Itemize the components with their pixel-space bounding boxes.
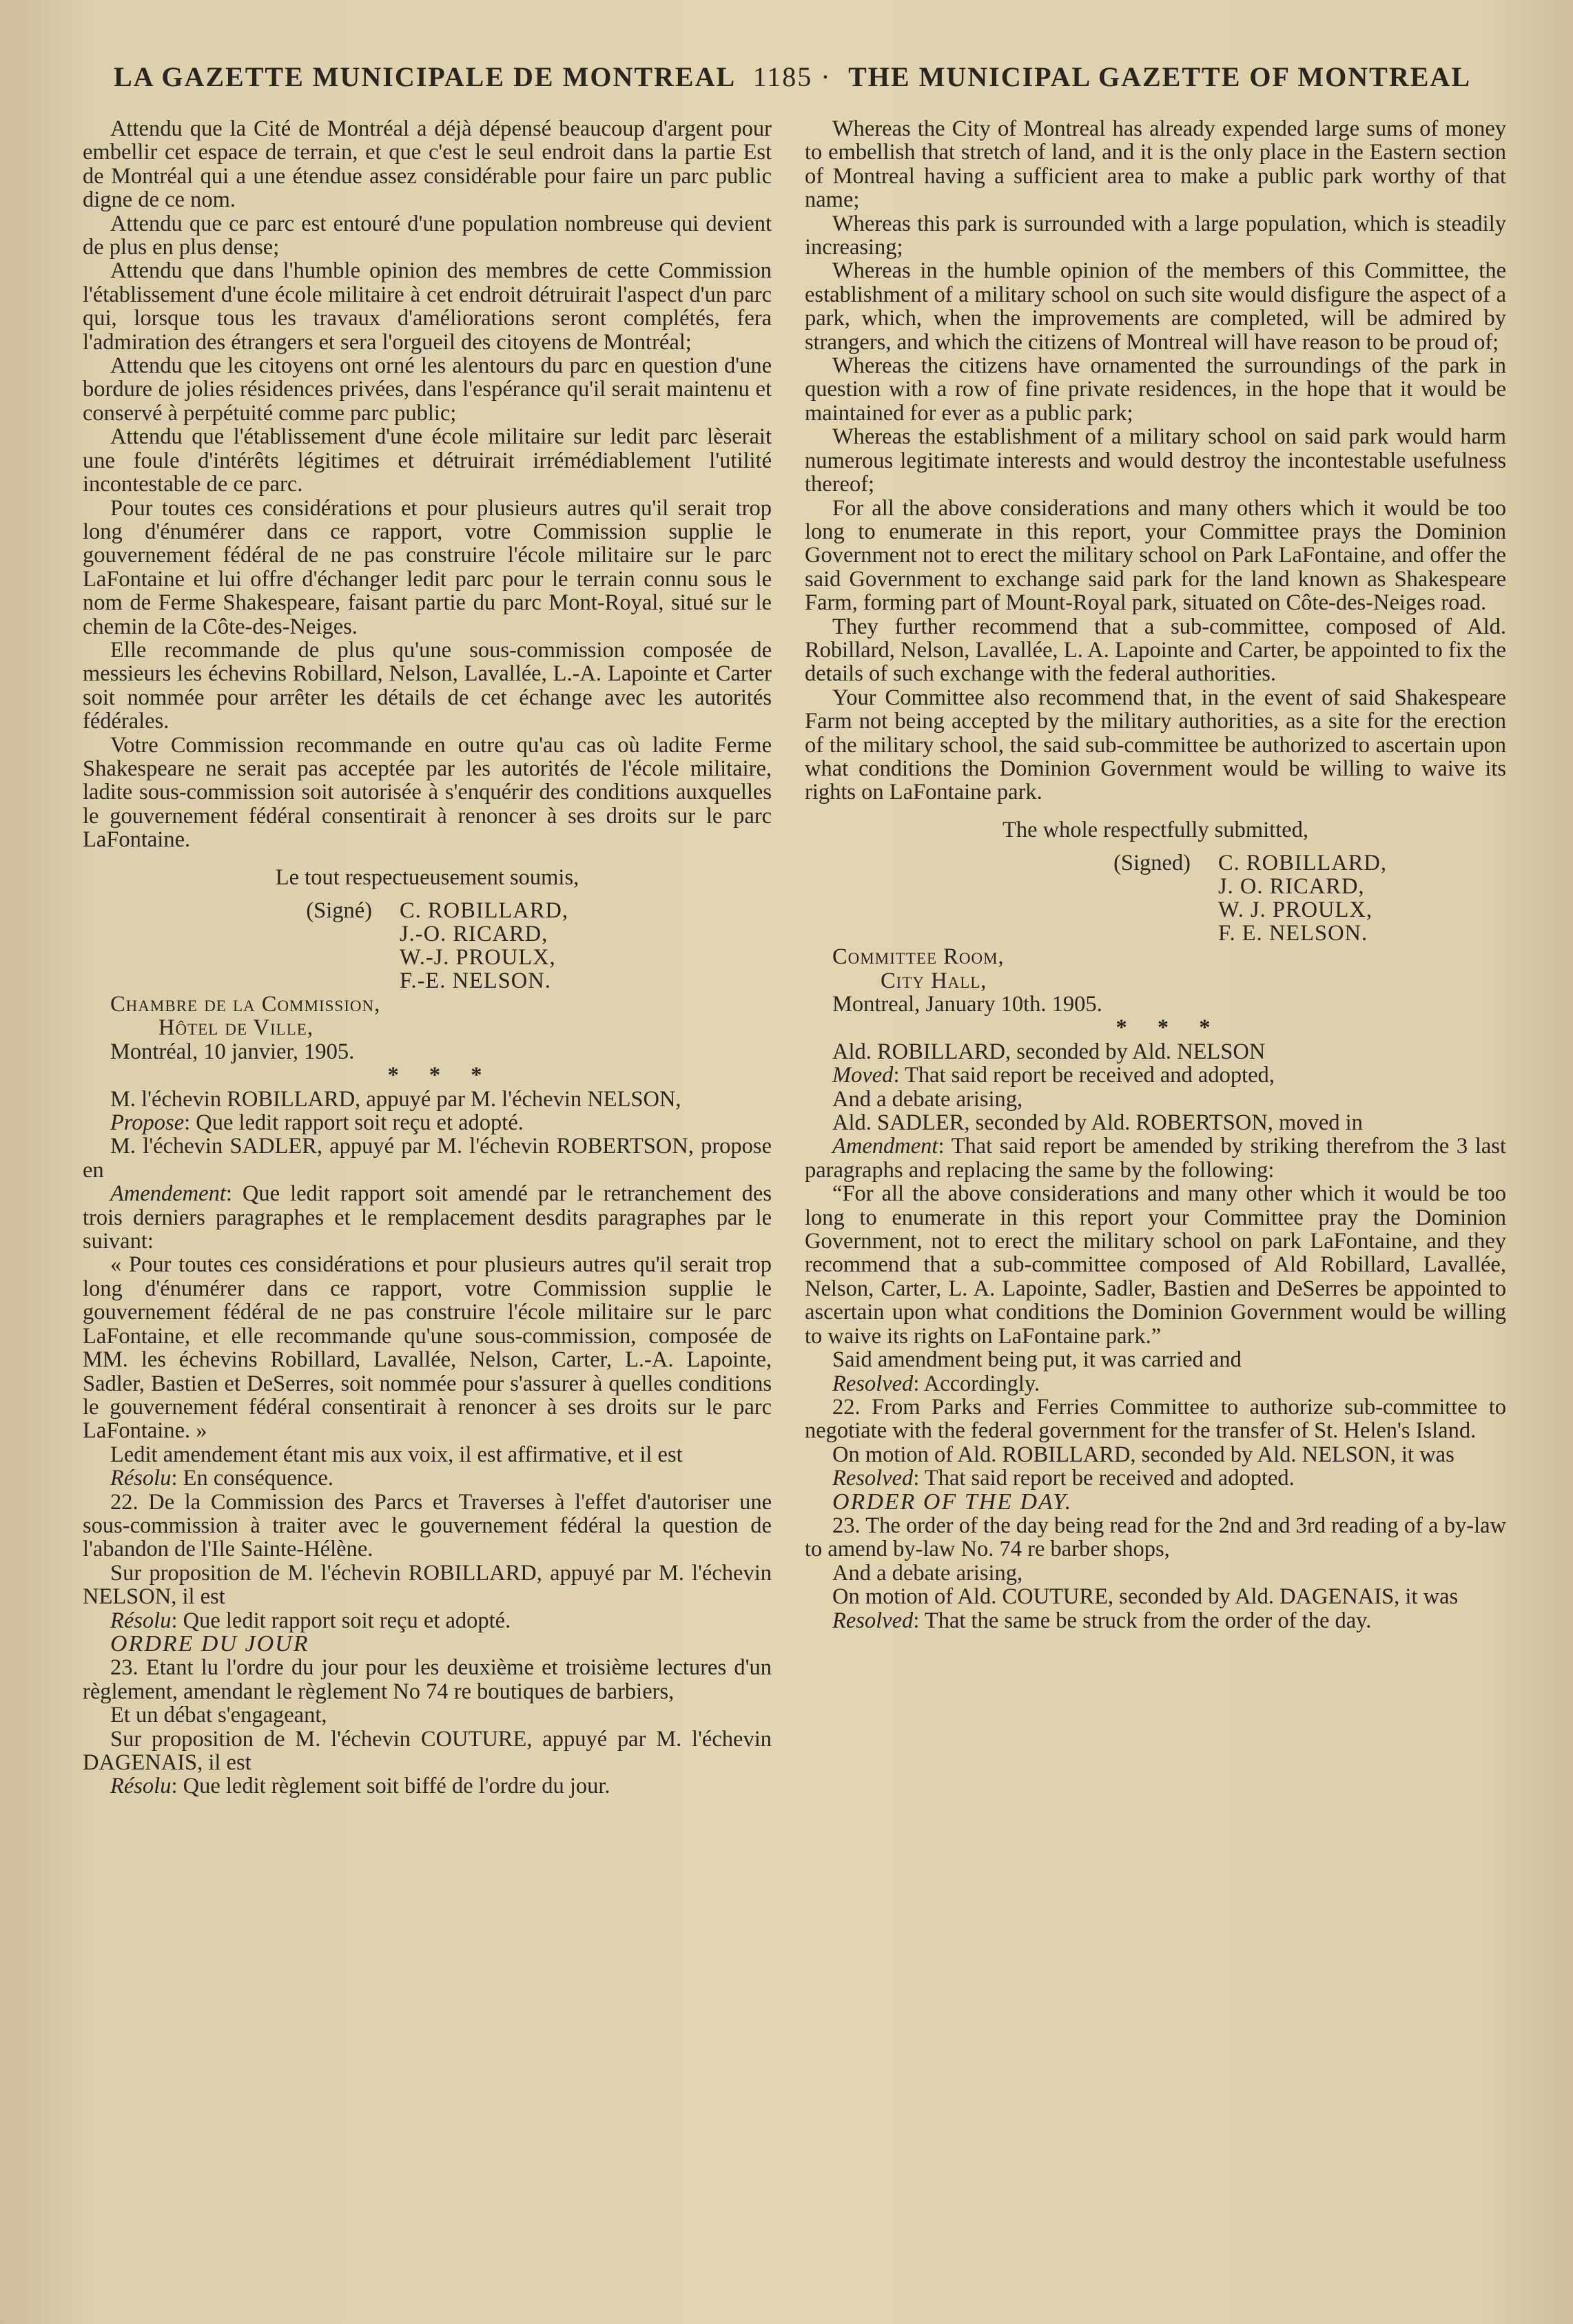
paragraph: Attendu que ce parc est entouré d'une population nombreuse qui devient de plus en plus dense; [83,211,772,260]
paragraph: Amendment: That said report be amended by striking therefrom the 3 last paragraphs and replacing the same by the following: [805,1134,1506,1183]
paragraph: Resolved: That the same be struck from the order of the day. [832,1608,1372,1633]
header-english-title: THE MUNICIPAL GAZETTE OF MONTREAL [848,61,1471,92]
motion-label: Résolu [110,1466,172,1491]
place-line: Chambre de la Commission, [110,992,381,1017]
motion-label: Resolved [832,1466,914,1491]
date-line: Montreal, January 10th. 1905. [832,992,1102,1017]
paragraph: Et un débat s'engageant, [110,1703,327,1728]
paragraph: Attendu que l'établissement d'une école militaire sur ledit parc lèserait une foule d'intérêts légitimes et détruirait irrémédiablement l'utilité incontestable de ce parc. [83,424,772,497]
section-heading: ORDER OF THE DAY. [832,1488,1073,1515]
header-french-title: LA GAZETTE MUNICIPALE DE MONTREAL [114,61,737,92]
signer: C. ROBILLARD, [400,898,569,923]
paragraph: Résolu: Que ledit rapport soit reçu et adopté. [110,1608,511,1633]
signed-label: (Signed) [1113,851,1191,876]
paragraph: Moved: That said report be received and adopted, [832,1063,1275,1088]
paragraph: Résolu: Que ledit règlement soit biffé de l'ordre du jour. [110,1774,610,1799]
signer: W.-J. PROULX, [400,945,556,970]
paragraph: Whereas this park is surrounded with a large population, which is steadily increasing; [805,211,1506,260]
signature-block [805,851,1506,945]
page-number: 1185 [752,61,813,92]
paragraph: 23. The order of the day being read for the 2nd and 3rd reading of a by-law to amend by-law No. 74 re barber shops, [805,1513,1506,1562]
page-header [114,61,1471,93]
section-heading: ORDRE DU JOUR [110,1630,309,1657]
paragraph: They further recommend that a sub-committee, composed of Ald. Robillard, Nelson, Lavallée, L. A. Lapointe and Carter, be appointed to fix the details of such exchange with the federal authorities. [805,614,1506,687]
motion-label: Moved [832,1063,894,1088]
signer-list [400,899,568,993]
paragraph: « Pour toutes ces considérations et pour plusieurs autres qu'il serait trop long d'énumérer dans ce rapport, votre Commission supplie le gouvernement fédéral de ne pas construire l'école militaire sur le parc LaFontaine, et elle recommande qu'une sous-commission, composée de MM. les échevins Robillard, Lavallée, Nelson, Carter, L.-A. Lapointe, Sadler, Bastien et DeSerres, soit nommée pour s'assurer à quelles conditions le gouvernement fédéral consentirait à renoncer à ses droits sur le parc LaFontaine. » [83,1252,772,1444]
paragraph: “For all the above considerations and many other which it would be too long to enumerate in this report your Committee pray the Dominion Government, not to erect the military school on park LaFontaine, and they recommend that a sub-committee composed of Ald Robillard, Lavallée, Nelson, Carter, L. A. Lapointe, Sadler, Bastien and DeSerres be appointed to ascertain upon what conditions the Dominion Government would be willing to waive its rights on LaFontaine park.” [805,1181,1506,1349]
section-divider: * * * [387,1063,495,1088]
paragraph: Ald. SADLER, seconded by Ald. ROBERTSON, moved in [832,1110,1363,1136]
paragraph: Amendement: Que ledit rapport soit amendé par le retranchement des trois derniers paragraphes et le remplacement desdits paragraphes par le suivant: [83,1181,772,1254]
paragraph: For all the above considerations and many others which it would be too long to enumerate in this report, your Committee prays the Dominion Government not to erect the military school on Park LaFontaine, and offer the said Government to exchange said park for the land known as Shakespeare Farm, forming part of Mount-Royal park, situated on Côte-des-Neiges road. [805,495,1506,616]
paragraph: Elle recommande de plus qu'une sous-commission composée de messieurs les échevins Robillard, Nelson, Lavallée, L.-A. Lapointe et Carter soit nommée pour arrêter les détails de cet échange avec les autorités fédérales. [83,637,772,734]
paragraph: On motion of Ald. COUTURE, seconded by Ald. DAGENAIS, it was [832,1584,1459,1610]
paragraph: Sur proposition de M. l'échevin COUTURE, appuyé par M. l'échevin DAGENAIS, il est [83,1726,772,1775]
motion-label: Amendement [110,1181,226,1207]
paragraph: Said amendment being put, it was carried and [832,1347,1242,1373]
paragraph: M. l'échevin ROBILLARD, appuyé par M. l'échevin NELSON, [110,1086,681,1112]
place-line: City Hall, [881,968,987,993]
signed-label: (Signé) [306,898,372,923]
place-line: Committee Room, [832,944,1005,970]
signer: F. E. NELSON. [1218,921,1368,946]
signer-list [1218,851,1387,945]
paragraph: Attendu que la Cité de Montréal a déjà dépensé beaucoup d'argent pour embellir cet espace de terrain, et que c'est le seul endroit dans la partie Est de Montréal qui a une étendue assez considérable pour faire un parc public digne de ce nom. [83,116,772,213]
paragraph: Resolved: That said report be received and adopted. [832,1466,1295,1491]
paragraph: Sur proposition de M. l'échevin ROBILLARD, appuyé par M. l'échevin NELSON, il est [83,1560,772,1610]
paragraph: And a debate arising, [832,1560,1023,1586]
signature-block [83,899,772,993]
section-divider: * * * [1116,1015,1223,1041]
paragraph: Whereas the establishment of a military school on said park would harm numerous legitimate interests and would destroy the incontestable usefulness thereof; [805,424,1506,497]
motion-label: Resolved [832,1608,914,1633]
paragraph: Propose: Que ledit rapport soit reçu et adopté. [110,1110,524,1136]
paragraph: Whereas the City of Montreal has already expended large sums of money to embellish that stretch of land, and it is the only place in the Eastern section of Montreal having a sufficient area to make a public park worthy of that name; [805,116,1506,213]
paragraph: Whereas in the humble opinion of the members of this Committee, the establishment of a military school on such site would disfigure the aspect of a park, which, when the improvements are completed, will be admired by strangers, and which the citizens of Montreal will have reason to be proud of; [805,258,1506,355]
place-line: Hôtel de Ville, [158,1015,313,1041]
date-line: Montréal, 10 janvier, 1905. [110,1039,355,1064]
paragraph: Ledit amendement étant mis aux voix, il est affirmative, et il est [110,1442,683,1467]
paragraph: Résolu: En conséquence. [110,1466,333,1491]
paragraph: M. l'échevin SADLER, appuyé par M. l'échevin ROBERTSON, propose en [83,1134,772,1183]
motion-label: Resolved [832,1371,914,1396]
paragraph: 22. De la Commission des Parcs et Traverses à l'effet d'autoriser une sous-commission à traiter avec le gouvernement fédéral la question de l'abandon de l'Ile Sainte-Hélène. [83,1489,772,1562]
paragraph: 23. Etant lu l'ordre du jour pour les deuxième et troisième lectures d'un règlement, amendant le règlement No 74 re boutiques de barbiers, [83,1655,772,1704]
closing-line: The whole respectfully submitted, [1002,817,1309,842]
motion-label: Résolu [110,1774,172,1799]
paragraph: Ald. ROBILLARD, seconded by Ald. NELSON [832,1039,1266,1064]
signer: F.-E. NELSON. [400,968,551,993]
motion-label: Propose [110,1110,185,1136]
header-separator: · [821,61,832,92]
signer: C. ROBILLARD, [1218,851,1388,876]
signer: J.-O. RICARD, [400,922,548,946]
french-column [83,117,772,1798]
paragraph: Attendu que les citoyens ont orné les alentours du parc en question d'une bordure de jolies résidences privées, dans l'espérance qu'il serait maintenu et conservé à perpétuité comme parc public; [83,353,772,426]
paragraph: Resolved: Accordingly. [832,1371,1040,1396]
signer: J. O. RICARD, [1218,874,1365,900]
motion-label: Amendment [832,1134,938,1159]
paragraph: On motion of Ald. ROBILLARD, seconded by Ald. NELSON, it was [832,1442,1454,1467]
page-number-line [753,61,832,93]
paragraph: 22. From Parks and Ferries Committee to authorize sub-committee to negotiate with the federal government for the transfer of St. Helen's Island. [805,1394,1506,1444]
english-column [805,117,1506,1632]
signer: W. J. PROULX, [1218,898,1372,923]
closing-line: Le tout respectueusement soumis, [275,864,579,890]
paragraph: Your Committee also recommend that, in the event of said Shakespeare Farm not being accepted by the military authorities, as a site for the erection of the military school, the said sub-committee be authorized to ascertain upon what conditions the Dominion Government would be willing to waive its rights on LaFontaine park. [805,685,1506,805]
paragraph: And a debate arising, [832,1086,1023,1112]
motion-label: Résolu [110,1608,172,1633]
paragraph: Attendu que dans l'humble opinion des membres de cette Commission l'établissement d'une école militaire à cet endroit détruirait l'aspect d'un parc qui, lorsque tous les travaux d'améliorations seront complétés, fera l'admiration des étrangers et sera l'orgueil des citoyens de Montréal; [83,258,772,355]
paragraph: Whereas the citizens have ornamented the surroundings of the park in question with a row of fine private residences, in the hope that it would be maintained for ever as a public park; [805,353,1506,426]
paragraph: Votre Commission recommande en outre qu'au cas où ladite Ferme Shakespeare ne serait pas acceptée par les autorités de l'école militaire, ladite sous-commission soit autorisée à s'enquérir des conditions auxquelles le gouvernement fédéral consentirait à renoncer à ses droits sur le parc LaFontaine. [83,732,772,853]
paragraph: Pour toutes ces considérations et pour plusieurs autres qu'il serait trop long d'énumérer dans ce rapport, votre Commission supplie le gouvernement fédéral de ne pas construire l'école militaire sur le parc LaFontaine et lui offre d'échanger ledit parc pour le terrain connu sous le nom de Ferme Shakespeare, faisant partie du parc Mont-Royal, situé sur le chemin de la Côte-des-Neiges. [83,495,772,639]
